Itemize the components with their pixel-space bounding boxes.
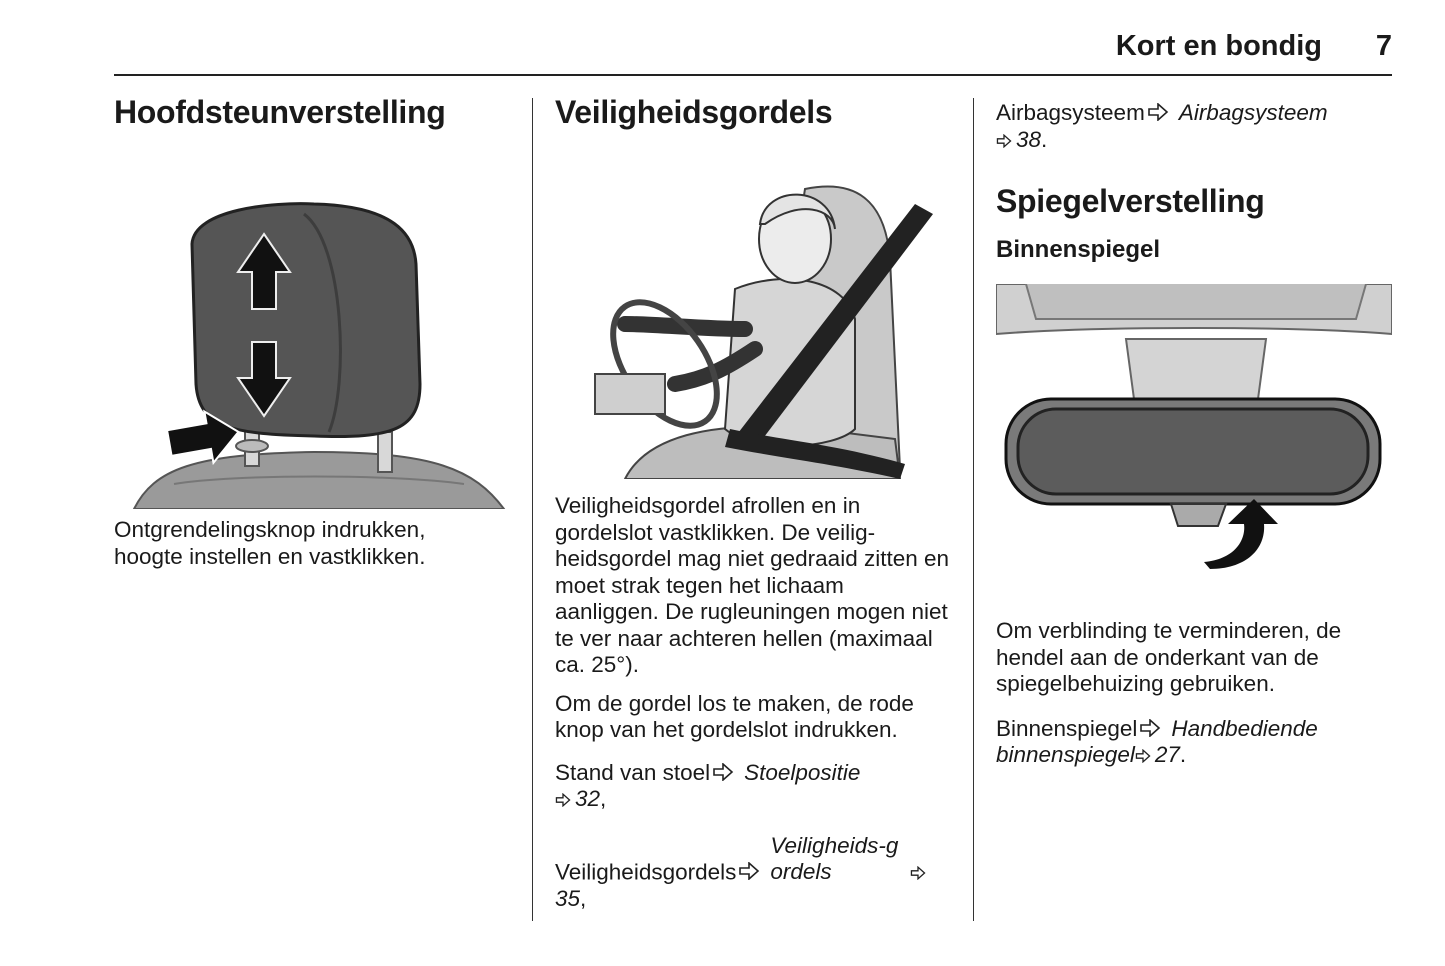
page-header xyxy=(114,26,1392,76)
seatbelt-paragraph-1: Veiligheidsgordel afrollen en in gordelslot vastklikken. De veilig-heidsgordel mag niet gedraaid zitten en moet strak tegen het lichaam aanliggen. De rugleuningen mogen niet te ver naar achteren hellen (maximaal ca. 25°). xyxy=(555,493,950,677)
reference-link[interactable]: Veiligheids-gordels xyxy=(770,832,899,884)
inner-mirror-illustration xyxy=(996,284,1392,594)
section-title: Kort en bondig xyxy=(1115,30,1322,62)
arrow-right-outline-icon xyxy=(1139,719,1161,737)
mirror-paragraph-1: Om verblinding te verminderen, de hendel aan de onderkant van de spiegelbehuizing gebruiken. xyxy=(996,618,1342,696)
column-headrest xyxy=(114,94,509,570)
reference-page-link[interactable]: 35 xyxy=(555,885,581,911)
reference-page-link[interactable]: 38 xyxy=(1016,126,1042,152)
headrest-illustration xyxy=(114,184,509,509)
seatbelt-paragraph-2: Om de gordel los te maken, de rode knop van het gordelslot indrukken. xyxy=(555,690,914,742)
column-seatbelts xyxy=(555,94,950,912)
reference-airbag: Airbagsysteem Airbagsysteem 38. xyxy=(996,100,1328,152)
section-heading-seatbelts: Veiligheidsgordels xyxy=(555,94,833,130)
reference-page-link[interactable]: 32 xyxy=(575,786,601,811)
reference-label: Binnenspiegel xyxy=(996,715,1138,741)
reference-seatbelts: VeiligheidsgordelsVeiligheids-gordels35, xyxy=(555,833,950,913)
reference-label: Veiligheidsgordels xyxy=(555,859,737,884)
column-mirror xyxy=(996,100,1392,769)
page-number: 7 xyxy=(1375,30,1392,62)
subheading-inner-mirror: Binnenspiegel xyxy=(996,236,1161,263)
reference-page-link[interactable]: 27 xyxy=(1154,742,1180,767)
arrow-right-outline-icon xyxy=(555,793,571,807)
section-heading-mirror: Spiegelverstelling xyxy=(996,183,1265,219)
column-divider xyxy=(973,98,974,921)
arrow-right-outline-icon xyxy=(738,862,760,880)
arrow-right-outline-icon xyxy=(1135,749,1151,763)
arrow-right-outline-icon xyxy=(712,763,734,781)
reference-link[interactable]: Airbagsysteem xyxy=(1178,100,1328,125)
reference-seat-position: Stand van stoel Stoelpositie 32, xyxy=(555,759,861,811)
reference-label: Stand van stoel xyxy=(555,759,711,785)
reference-link[interactable]: Stoelpositie xyxy=(744,759,861,785)
reference-label: Airbagsysteem xyxy=(996,100,1145,125)
headrest-caption: Ontgrendelingsknop indrukken, hoogte instellen en vastklikken. xyxy=(114,517,426,569)
arrow-right-outline-icon xyxy=(996,134,1012,148)
seatbelt-illustration xyxy=(555,179,950,479)
reference-inner-mirror: Binnenspiegel Handbediende binnenspiegel 27. xyxy=(996,715,1318,767)
column-divider xyxy=(532,98,533,921)
arrow-right-outline-icon xyxy=(1147,103,1169,121)
arrow-right-outline-icon xyxy=(910,866,926,880)
section-heading-headrest: Hoofdsteunverstelling xyxy=(114,94,446,130)
reference-link[interactable]: Handbediende binnenspiegel xyxy=(996,715,1318,767)
